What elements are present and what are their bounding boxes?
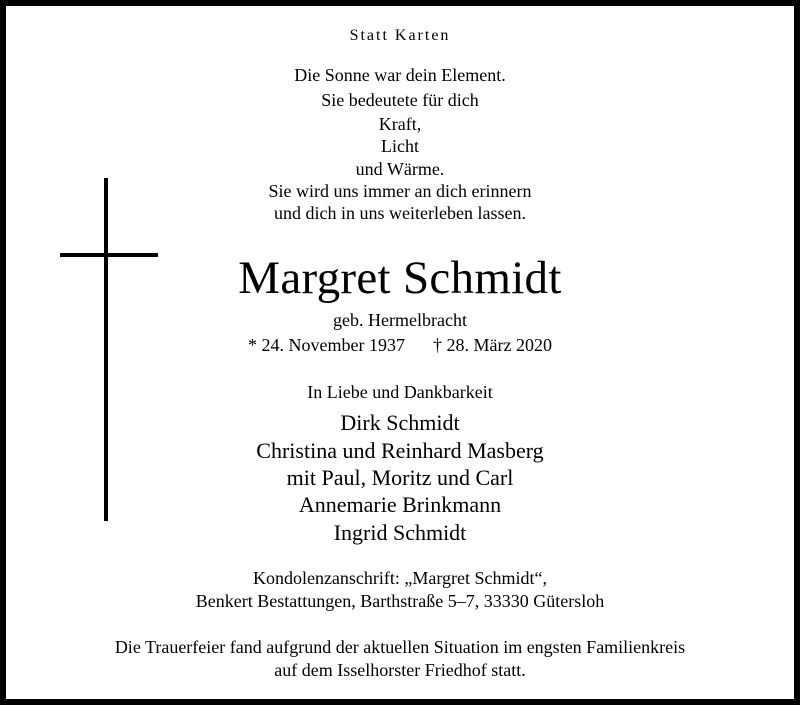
maiden-name: geb. Hermelbracht xyxy=(333,310,467,330)
poem-line: Sie bedeutete für dich xyxy=(321,90,479,110)
funeral-note-line: Die Trauerfeier fand aufgrund der aktuellen Situation im engsten Familienkreis xyxy=(114,637,686,657)
poem-line: Licht xyxy=(381,136,419,156)
poem-line: und dich in uns weiterleben lassen. xyxy=(274,203,526,223)
mourner-name: mit Paul, Moritz und Carl xyxy=(286,465,514,490)
mourner-name: Ingrid Schmidt xyxy=(333,520,467,545)
poem-line: Kraft, xyxy=(378,114,422,134)
header-text: Statt Karten xyxy=(349,27,451,44)
death-date: † 28. März 2020 xyxy=(433,335,552,355)
poem-line: und Wärme. xyxy=(355,159,445,179)
mourner-name: Dirk Schmidt xyxy=(340,410,460,435)
poem-line: Die Sonne war dein Element. xyxy=(294,65,506,85)
poem-line: Sie wird uns immer an dich erinnern xyxy=(268,181,532,201)
condolence-address-line: Kondolenzanschrift: „Margret Schmidt“, xyxy=(252,568,548,588)
life-dates xyxy=(0,336,800,354)
birth-date: * 24. November 1937 xyxy=(248,335,405,355)
condolence-address-line: Benkert Bestattungen, Barthstraße 5–7, 33330 Gütersloh xyxy=(195,591,605,611)
mourner-name: Annemarie Brinkmann xyxy=(298,492,502,517)
funeral-note-line: auf dem Isselhorster Friedhof statt. xyxy=(274,660,526,680)
dedication-text: In Liebe und Dankbarkeit xyxy=(307,382,493,402)
mourner-name: Christina und Reinhard Masberg xyxy=(256,438,544,463)
deceased-name: Margret Schmidt xyxy=(238,252,562,304)
